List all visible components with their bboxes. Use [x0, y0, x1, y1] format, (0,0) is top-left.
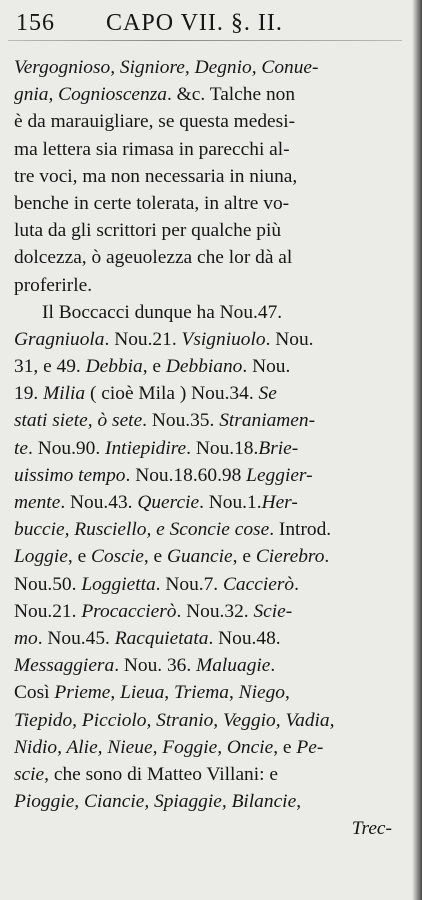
text-line — [14, 815, 406, 842]
italic-word: Trec- — [351, 818, 392, 840]
italic-word: te — [14, 437, 28, 459]
italic-word: gnia, Cognioscenza — [14, 84, 167, 106]
roman-text: . &c. Talche non — [166, 84, 296, 106]
roman-text: . — [270, 655, 276, 677]
italic-word: Pe- — [296, 736, 324, 758]
italic-word: Quercie — [137, 492, 200, 513]
text-line — [14, 217, 406, 244]
text-line — [14, 571, 406, 598]
header-rule — [8, 40, 402, 41]
text-line — [14, 326, 406, 353]
roman-text: , — [228, 682, 239, 704]
roman-text: . Nou.18.60.98 — [125, 464, 247, 486]
roman-text: . Nou.1. — [199, 492, 262, 513]
roman-text: 31, e 49. — [14, 356, 86, 378]
roman-text: , — [164, 682, 174, 704]
text-line — [14, 679, 406, 706]
text-line — [14, 190, 406, 217]
roman-text: . Nou.90. — [28, 437, 106, 459]
roman-text: tre voci, ma non necessaria in niuna, — [14, 165, 298, 187]
italic-word: Tiepido, Picciolo, Stranio, Veggio, Vadia, — [14, 709, 335, 731]
roman-text: . Introd. — [269, 519, 332, 541]
body-text — [14, 54, 406, 842]
roman-text: Nou.21. — [14, 600, 82, 622]
italic-word: Lieua — [120, 682, 165, 704]
roman-text: , — [284, 682, 290, 704]
roman-text: Nou.50. — [14, 573, 82, 595]
roman-text: . Nou. — [242, 356, 291, 378]
roman-text: . Nou.45. — [37, 627, 115, 649]
roman-text: 19. — [14, 383, 44, 405]
text-line — [14, 788, 406, 815]
roman-text: . Nou.18. — [186, 437, 259, 459]
text-line — [14, 244, 406, 271]
roman-text: . Nou.32. — [176, 600, 254, 622]
italic-word: scie — [14, 763, 45, 785]
roman-text: , e — [273, 736, 297, 758]
italic-word: Nidio, Alie, Nieue, Foggie, Oncie — [14, 736, 274, 758]
text-line — [14, 136, 406, 163]
roman-text: . Nou.21. — [104, 328, 182, 350]
italic-word: Debbiano — [165, 356, 243, 378]
roman-text: , — [110, 682, 121, 704]
text-line — [14, 81, 406, 108]
italic-word: Intiepidire — [105, 437, 187, 459]
roman-text: . — [324, 546, 330, 568]
text-line — [14, 761, 406, 788]
italic-word: Vergognioso, Signiore, Degnio, Conue- — [14, 57, 319, 78]
roman-text: proferirle. — [14, 274, 93, 296]
text-line — [14, 462, 406, 489]
italic-word: Scie- — [253, 600, 293, 622]
roman-text: ma lettera sia rimasa in parecchi al- — [14, 138, 290, 160]
text-line — [14, 108, 406, 135]
italic-word: Brie- — [258, 437, 299, 459]
roman-text: ( cioè Mila ) Nou.34. — [85, 383, 259, 405]
page-number: 156 — [16, 10, 55, 36]
italic-word: Niego — [238, 682, 285, 704]
roman-text: , e — [143, 546, 167, 568]
roman-text: è da marauigliare, se questa medesi- — [14, 111, 296, 133]
italic-word: Coscie — [91, 546, 144, 568]
italic-word: Debbia — [85, 356, 143, 378]
roman-text: benche in certe tolerata, in altre vo- — [14, 192, 290, 214]
text-line — [14, 543, 406, 570]
roman-text: , e — [232, 546, 256, 568]
text-line — [14, 407, 406, 434]
italic-word: Messaggiera — [14, 655, 115, 677]
italic-word: Triema — [174, 682, 229, 704]
roman-text: . Nou.48. — [208, 627, 281, 649]
italic-word: Milia — [43, 383, 86, 405]
roman-text: Così — [14, 682, 55, 704]
italic-word: Gragniuola — [14, 328, 105, 350]
text-line — [14, 272, 406, 299]
italic-word: Leggier- — [246, 464, 313, 486]
italic-word: Pioggie, Ciancie, Spiaggie, Bilancie — [14, 791, 297, 813]
roman-text: luta da gli scrittori per qualche più — [14, 220, 282, 242]
italic-word: stati siete, ò sete — [14, 410, 143, 432]
text-line — [14, 598, 406, 625]
italic-word: Racquietata — [114, 627, 209, 649]
italic-word: buccie, Rusciello, e Sconcie cose — [14, 519, 270, 541]
text-line — [14, 380, 406, 407]
italic-word: mo — [14, 627, 38, 649]
roman-text: , e — [67, 546, 92, 568]
page-edge-shadow — [412, 0, 422, 900]
italic-word: mente — [14, 492, 61, 513]
roman-text: , — [296, 791, 302, 813]
text-line — [14, 625, 406, 652]
text-line — [14, 163, 406, 190]
italic-word: Se — [258, 383, 277, 405]
page-header — [14, 8, 406, 44]
text-line — [14, 734, 406, 761]
roman-text: . — [294, 573, 299, 595]
italic-word: Guancie — [166, 546, 233, 568]
italic-word: Procaccierò — [81, 600, 177, 622]
running-title: CAPO VII. §. II. — [106, 10, 283, 36]
text-line — [14, 707, 406, 734]
roman-text: . Nou. 36. — [114, 655, 197, 677]
italic-word: Her- — [261, 492, 298, 513]
italic-word: Caccierò — [223, 573, 295, 595]
text-line — [14, 299, 406, 326]
roman-text: . Nou. — [265, 328, 314, 350]
roman-text: . Nou.35. — [142, 410, 220, 432]
italic-word: Loggie — [14, 546, 68, 568]
roman-text: , e — [142, 356, 166, 378]
italic-word: Prieme — [54, 682, 111, 704]
roman-text: Il Boccacci dunque ha Nou.47. — [42, 301, 283, 323]
text-line — [14, 435, 406, 462]
italic-word: Maluagie — [196, 655, 271, 677]
italic-word: Loggietta — [81, 573, 156, 595]
italic-word: Cierebro — [255, 546, 325, 568]
text-line — [14, 516, 406, 543]
roman-text: , che sono di Matteo Villani: e — [44, 763, 278, 785]
italic-word: Straniamen- — [219, 410, 316, 432]
text-line — [14, 652, 406, 679]
roman-text: . Nou.7. — [155, 573, 223, 595]
roman-text: dolcezza, ò ageuolezza che lor dà al — [14, 247, 293, 269]
italic-word: uissimo tempo — [14, 464, 126, 486]
text-line — [14, 489, 406, 516]
text-line — [14, 54, 406, 81]
roman-text: . Nou.43. — [60, 492, 138, 513]
italic-word: Vsigniuolo — [181, 328, 266, 350]
text-line — [14, 353, 406, 380]
